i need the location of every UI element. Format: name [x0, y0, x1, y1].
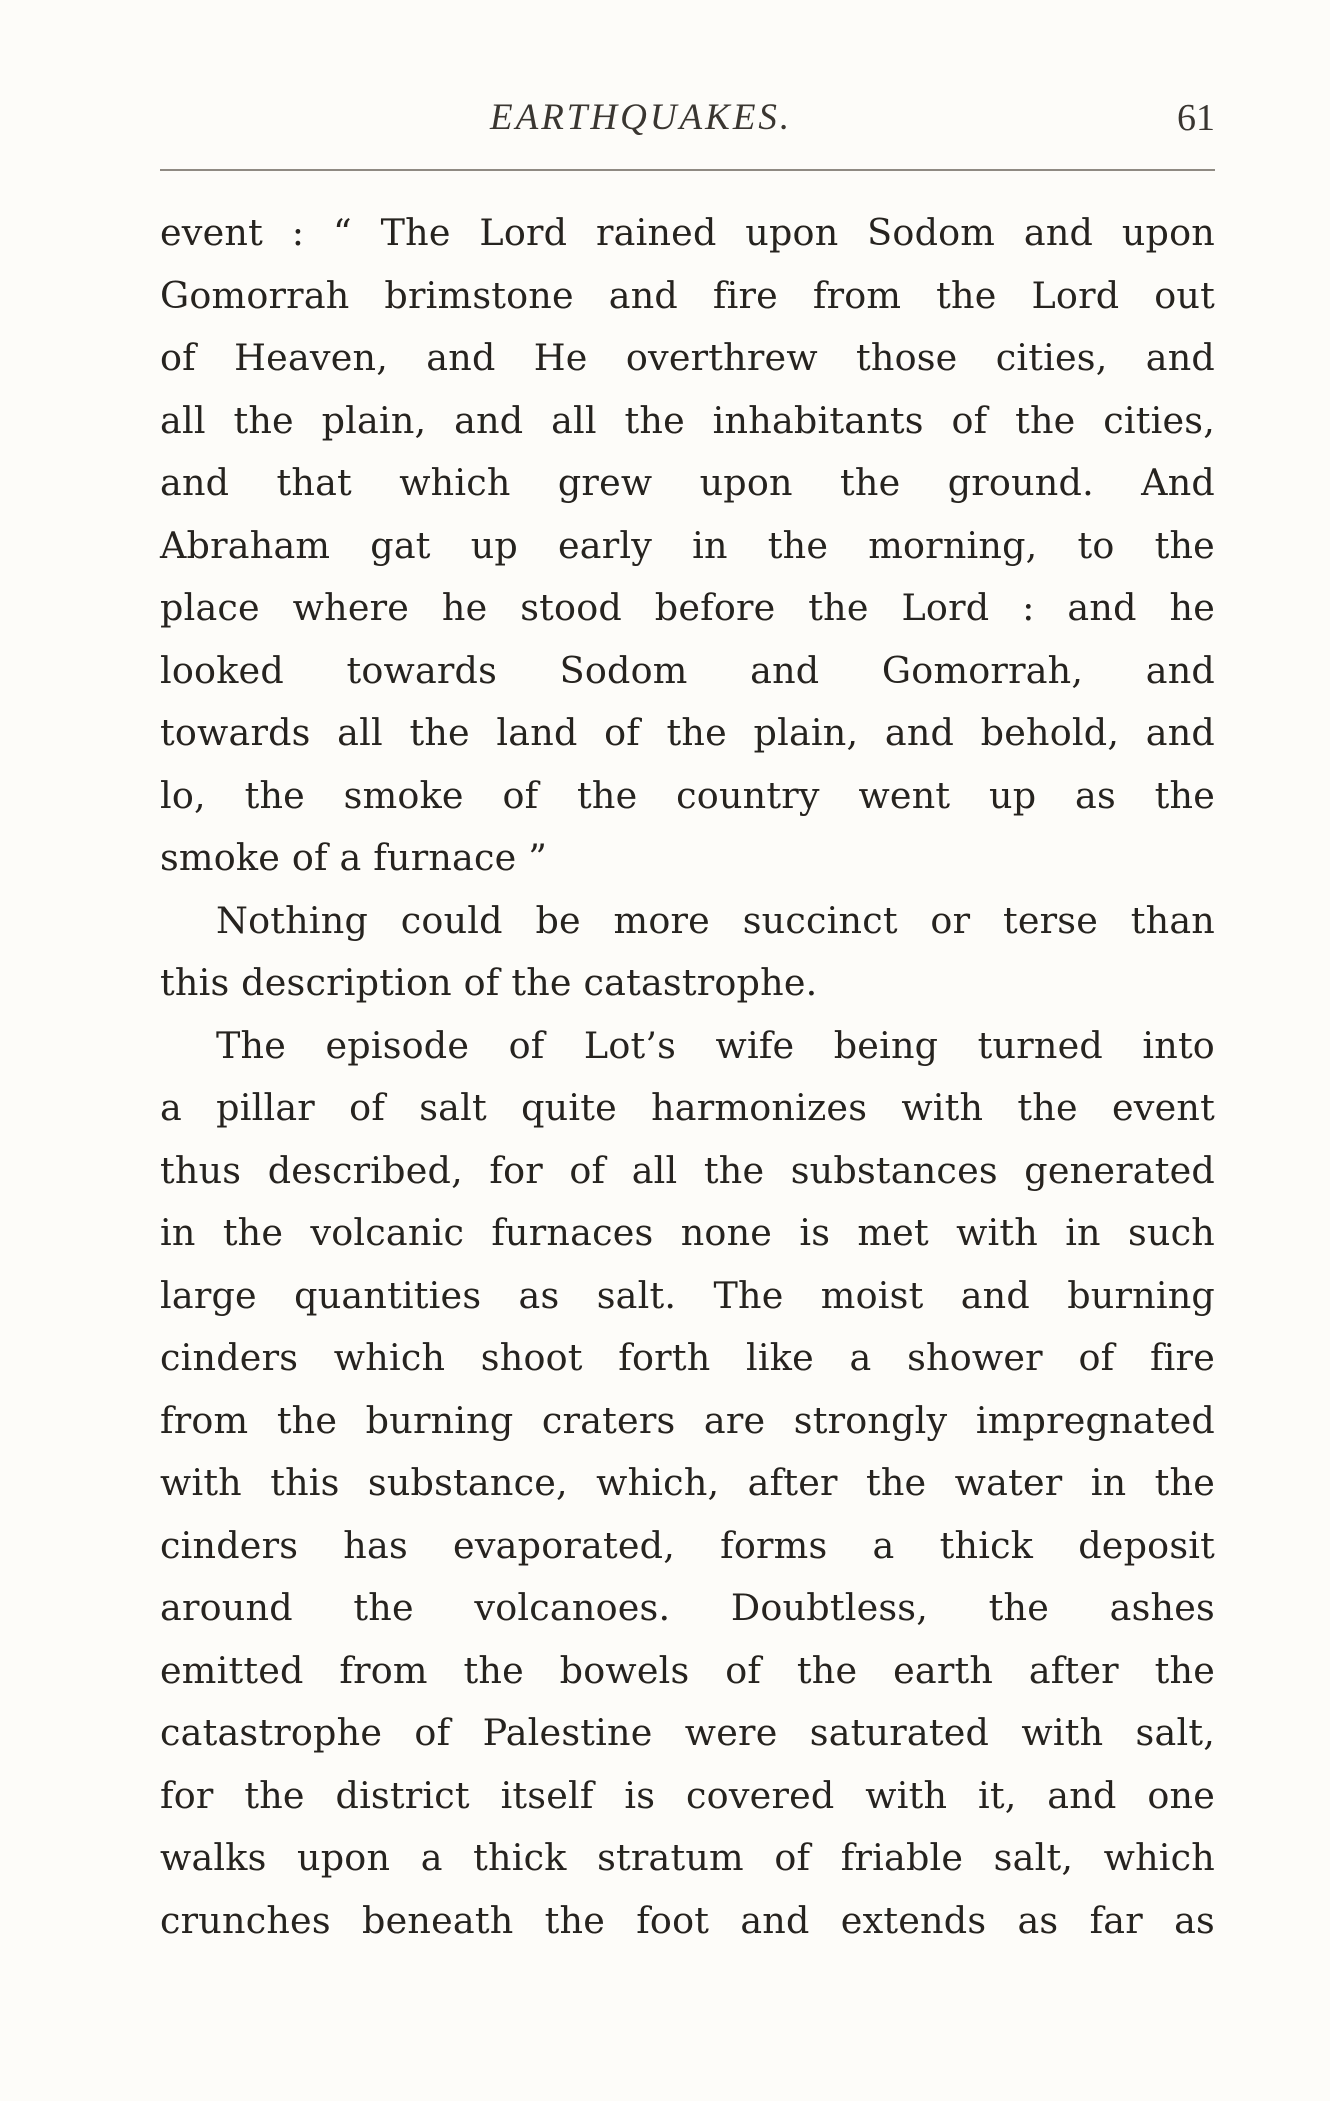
text-line: walks upon a thick stratum of friable salt, which [160, 1836, 1215, 1879]
text-line: Abraham gat up early in the morning, to the [160, 523, 1215, 567]
header-rule [160, 169, 1215, 171]
running-title: EARTHQUAKES. [490, 97, 793, 138]
text-line: and that which grew upon the ground. And [160, 461, 1215, 504]
text-line: with this substance, which, after the water in the [160, 1461, 1215, 1504]
text-line: cinders has evaporated, forms a thick deposit [160, 1523, 1215, 1567]
text-line: for the district itself is covered with it, and one [160, 1773, 1215, 1817]
text-line: lo, the smoke of the country went up as the [160, 773, 1215, 817]
text-line: from the burning craters are strongly impregnated [160, 1398, 1215, 1442]
text-line: in the volcanic furnaces none is met with in such [160, 1211, 1215, 1254]
text-line: Nothing could be more succinct or terse than [216, 898, 1215, 942]
text-line: place where he stood before the Lord : and he [160, 586, 1215, 629]
text-line: a pillar of salt quite harmonizes with the event [160, 1086, 1215, 1129]
text-line: emitted from the bowels of the earth after the [160, 1648, 1215, 1692]
text-line: looked towards Sodom and Gomorrah, and [160, 648, 1215, 692]
text-line: catastrophe of Palestine were saturated with salt, [160, 1711, 1215, 1754]
text-line: crunches beneath the foot and extends as far as [160, 1898, 1215, 1942]
text-line: event : “ The Lord rained upon Sodom and upon [160, 211, 1215, 254]
text-line: thus described, for of all the substances generated [160, 1148, 1215, 1192]
text-line: The episode of Lot’s wife being turned into [216, 1023, 1215, 1067]
page-number: 61 [1177, 97, 1215, 139]
text-line: all the plain, and all the inhabitants of the cities, [160, 398, 1215, 442]
text-line: towards all the land of the plain, and behold, and [160, 711, 1215, 754]
text-line: large quantities as salt. The moist and burning [160, 1273, 1215, 1317]
body-text [160, 202, 1215, 1952]
running-head [160, 96, 1215, 146]
text-line: smoke of a furnace ” [160, 836, 548, 879]
text-line: around the volcanoes. Doubtless, the ashes [160, 1586, 1215, 1629]
text-line: cinders which shoot forth like a shower of fire [160, 1336, 1215, 1379]
text-line: Gomorrah brimstone and fire from the Lord out [160, 273, 1215, 317]
text-line: this description of the catastrophe. [160, 961, 818, 1004]
text-line: of Heaven, and He overthrew those cities, and [160, 336, 1215, 379]
